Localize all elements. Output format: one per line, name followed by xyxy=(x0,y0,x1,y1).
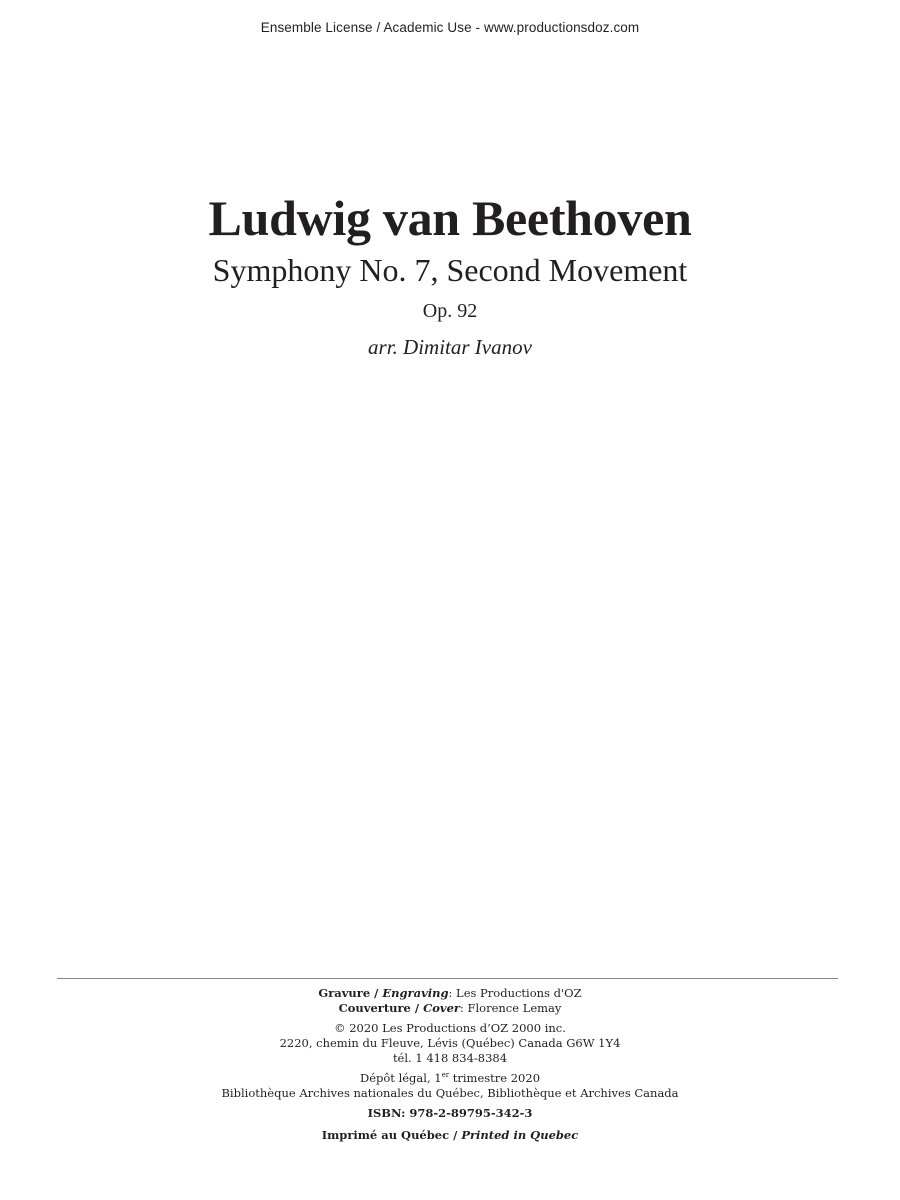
printed-separator: / xyxy=(449,1128,462,1142)
copyright-line: © 2020 Les Productions d’OZ 2000 inc. xyxy=(334,1021,566,1035)
cover-credit xyxy=(0,1001,900,1016)
credits-group xyxy=(0,986,900,1016)
title-block xyxy=(0,188,900,360)
engraving-value: : Les Productions d'OZ xyxy=(448,986,582,1000)
label-separator: / xyxy=(410,1001,424,1015)
legal-group xyxy=(0,1071,900,1101)
deposit-suffix: trimestre 2020 xyxy=(449,1071,541,1085)
label-separator: / xyxy=(370,986,383,1000)
composer-name: Ludwig van Beethoven xyxy=(208,190,692,246)
address-line: 2220, chemin du Fleuve, Lévis (Québec) Canada G6W 1Y4 xyxy=(279,1036,621,1050)
printed-in-line xyxy=(0,1128,900,1143)
deposit-prefix: Dépôt légal, 1 xyxy=(359,1071,442,1085)
engraving-label-fr: Gravure xyxy=(318,986,371,1000)
license-note: Ensemble License / Academic Use - www.productionsdoz.com xyxy=(260,20,640,35)
publisher-group xyxy=(0,1021,900,1066)
printed-fr: Imprimé au Québec xyxy=(321,1128,450,1142)
cover-label-fr: Couverture xyxy=(338,1001,411,1015)
colophon xyxy=(0,986,900,1143)
work-title: Symphony No. 7, Second Movement xyxy=(212,252,688,288)
printed-en: Printed in Quebec xyxy=(461,1128,579,1142)
cover-value: : Florence Lemay xyxy=(459,1001,562,1015)
divider-rule xyxy=(57,978,838,979)
arranger-credit: arr. Dimitar Ivanov xyxy=(368,335,532,359)
cover-label-en: Cover xyxy=(423,1001,460,1015)
legal-deposit-line xyxy=(0,1071,900,1086)
engraving-label-en: Engraving xyxy=(382,986,449,1000)
phone-line: tél. 1 418 834-8384 xyxy=(392,1051,508,1065)
deposit-superscript: er xyxy=(441,1071,450,1080)
engraving-credit xyxy=(0,986,900,1001)
libraries-line: Bibliothèque Archives nationales du Québec, Bibliothèque et Archives Canada xyxy=(221,1086,679,1100)
isbn: ISBN: 978-2-89795-342-3 xyxy=(367,1106,533,1120)
opus-number: Op. 92 xyxy=(422,300,478,322)
